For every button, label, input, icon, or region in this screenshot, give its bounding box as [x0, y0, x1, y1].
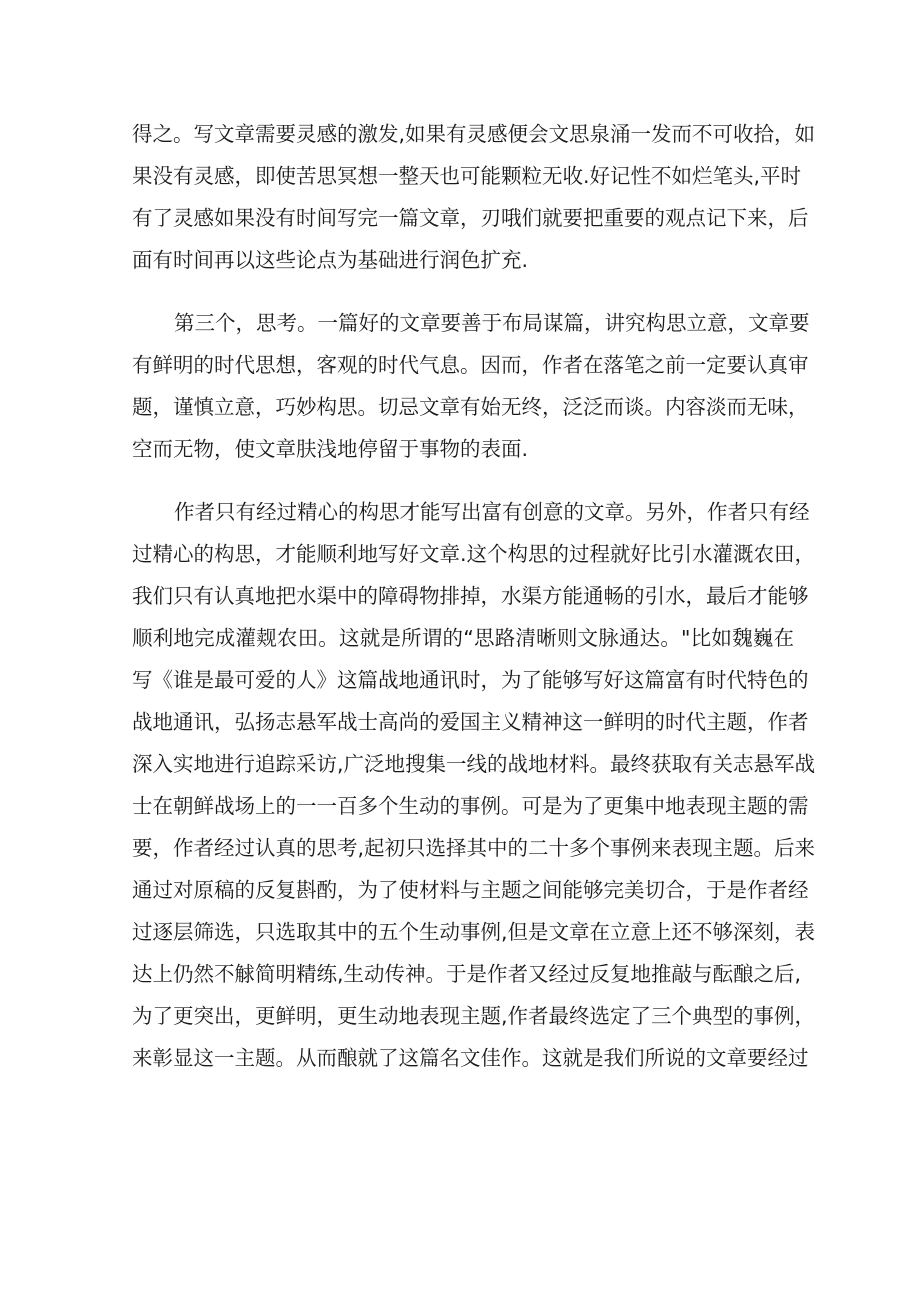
- paragraph-thinking: [132, 302, 810, 470]
- text-line: 得之。写文章需要灵感的激发,如果有灵感便会文思泉涌一发而不可收拾，如: [132, 122, 816, 146]
- text-line: 过精心的构思，才能顺利地写好文章.这个构思的过程就好比引水灌溉农田，: [132, 542, 816, 566]
- text-line: 要，作者经过认真的思考,起初只选择其中的二十多个事例来表现主题。后来: [132, 836, 816, 860]
- text-line: 空而无物，使文章肤浅地停留于事物的表面.: [132, 437, 529, 461]
- text-line: 有鲜明的时代思想，客观的时代气息。因而，作者在落笔之前一定要认真审: [132, 353, 809, 377]
- text-line: 过逐层筛选，只选取其中的五个生动事例,但是文章在立意上还不够深刻，表: [132, 920, 816, 944]
- text-line: 来彰显这一主题。从而酿就了这篇名文佳作。这就是我们所说的文章要经过: [132, 1046, 809, 1070]
- text-line: 果没有灵感，即使苦思冥想一整天也可能颗粒无收.好记性不如烂笔头,平时: [132, 164, 802, 188]
- text-line: 作者只有经过精心的构思才能写出富有创意的文章。另外，作者只有经: [174, 500, 810, 524]
- text-line: 第三个，思考。一篇好的文章要善于布局谋篇，讲究构思立意，文章要: [174, 311, 810, 335]
- text-line: 顺利地完成灌觌农田。这就是所谓的“思路清晰则文脉通达。"比如魏巍在: [132, 626, 794, 650]
- text-line: 深入实地进行追踪采访,广泛地搜集一线的战地材料。最终获取有关志悬军战: [132, 752, 816, 776]
- paragraph-conception: [132, 491, 816, 1079]
- text-line: 写《谁是最可爱的人》这篇战地通讯时，为了能够写好这篇富有时代特色的: [132, 668, 809, 692]
- text-line: 面有时间再以这些论点为基础进行润色扩充.: [132, 248, 529, 272]
- text-line: 通过对原稿的反复斟酌，为了使材料与主题之间能够完美切合，于是作者经: [132, 878, 809, 902]
- paragraph-inspiration: [132, 113, 816, 281]
- text-line: 为了更突出，更鲜明，更生动地表现主题,作者最终选定了三个典型的事例，: [132, 1004, 816, 1028]
- text-line: 战地通讯，弘扬志悬军战士高尚的爱国主义精神这一鲜明的时代主题，作者: [132, 710, 809, 734]
- text-line: 达上仍然不觩简明精练,生动传神。于是作者又经过反复地推敲与酝酿之后,: [132, 962, 802, 986]
- text-line: 题，谨慎立意，巧妙构思。切忌文章有始无终，泛泛而谈。内容淡而无味，: [132, 395, 809, 419]
- text-line: 有了灵感如果没有时间写完一篇文章，刃哦们就要把重要的观点记下来，后: [132, 206, 809, 230]
- text-line: 我们只有认真地把水渠中的障碍物排掉，水渠方能通畅的引水，最后才能够: [132, 584, 809, 608]
- text-line: 士在朝鲜战场上的一一百多个生动的事例。可是为了更集中地表现主题的需: [132, 794, 809, 818]
